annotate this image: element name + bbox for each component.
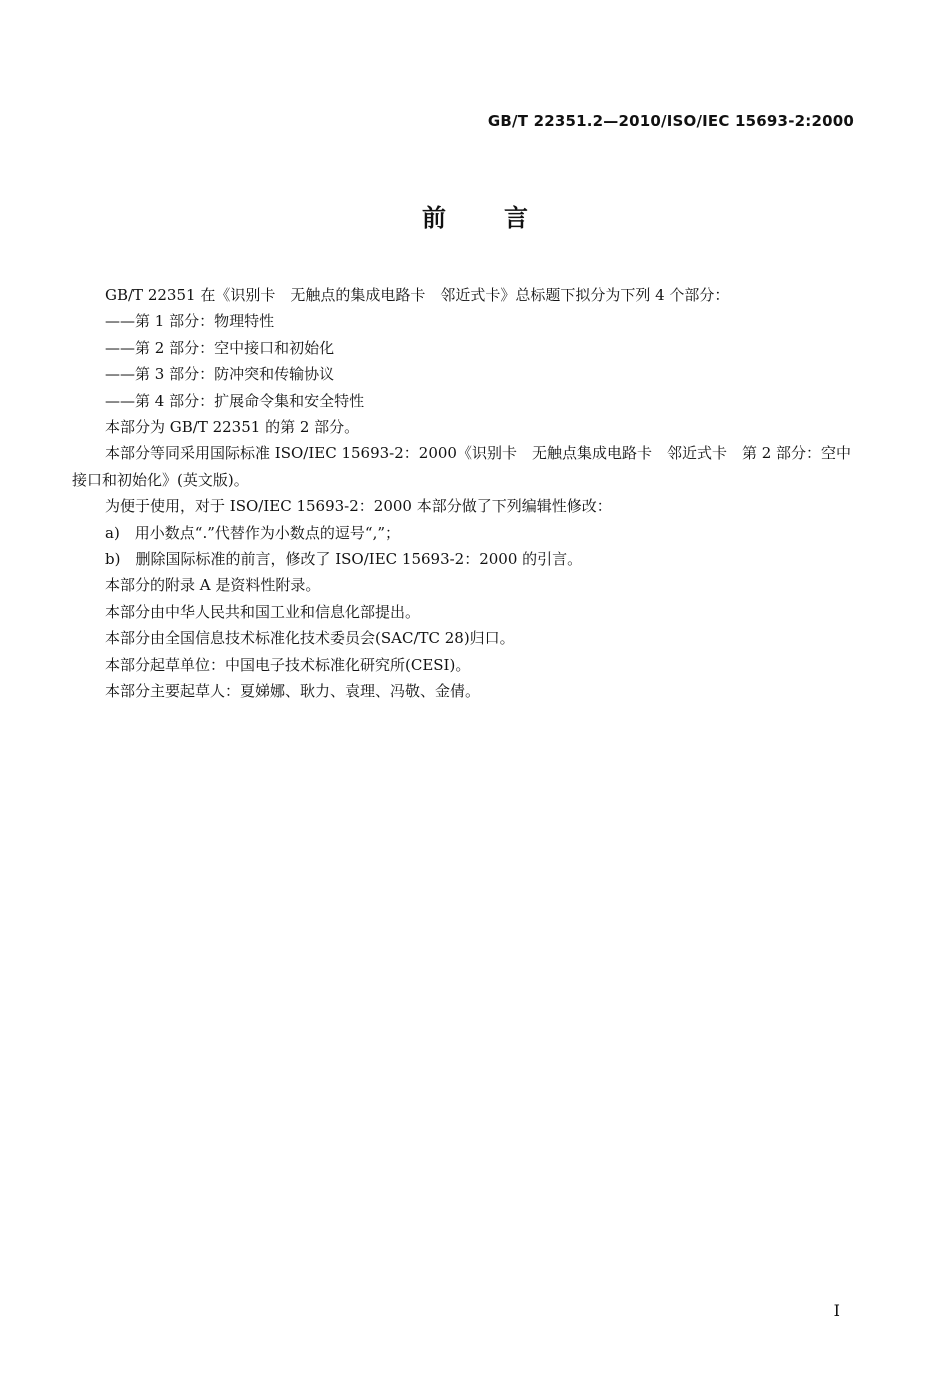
paragraph-annex: 本部分的附录 A 是资料性附录。 [105,576,321,595]
paragraph-committee: 本部分由全国信息技术标准化技术委员会(SAC/TC 28)归口。 [105,629,515,648]
page-number: I [833,1301,840,1320]
paragraph-adoption: 本部分等同采用国际标准 ISO/IEC 15693-2：2000《识别卡 无触点集成电路卡 邻近式卡 第 2 部分：空中接口和初始化》(英文版)。 [72,444,852,489]
paragraph-parts-intro: GB/T 22351 在《识别卡 无触点的集成电路卡 邻近式卡》总标题下拟分为下列 4 个部分： [105,286,730,304]
list-item-edit-a: a) 用小数点“.”代替作为小数点的逗号“,”； [105,523,401,542]
list-item-part-3: ——第 3 部分：防冲突和传输协议 [105,365,335,384]
list-item-edit-b: b) 删除国际标准的前言，修改了 ISO/IEC 15693-2：2000 的引言。 [105,550,583,569]
standard-code: GB/T 22351.2—2010/ISO/IEC 15693-2:2000 [487,112,854,130]
list-item-part-2: ——第 2 部分：空中接口和初始化 [105,338,335,357]
foreword-body [72,282,856,705]
list-item-part-4: ——第 4 部分：扩展命令集和安全特性 [105,391,365,410]
paragraph-drafters: 本部分主要起草人：夏娣娜、耿力、袁理、冯敬、金倩。 [105,682,481,701]
paragraph-edits-intro: 为便于使用，对于 ISO/IEC 15693-2：2000 本部分做了下列编辑性修改： [105,497,612,516]
paragraph-proposer: 本部分由中华人民共和国工业和信息化部提出。 [105,602,421,621]
paragraph-drafting-unit: 本部分起草单位：中国电子技术标准化研究所(CESI)。 [105,655,471,674]
paragraph-this-part: 本部分为 GB/T 22351 的第 2 部分。 [105,418,360,437]
list-item-part-1: ——第 1 部分：物理特性 [105,312,275,331]
page-title: 前言 [422,204,586,232]
